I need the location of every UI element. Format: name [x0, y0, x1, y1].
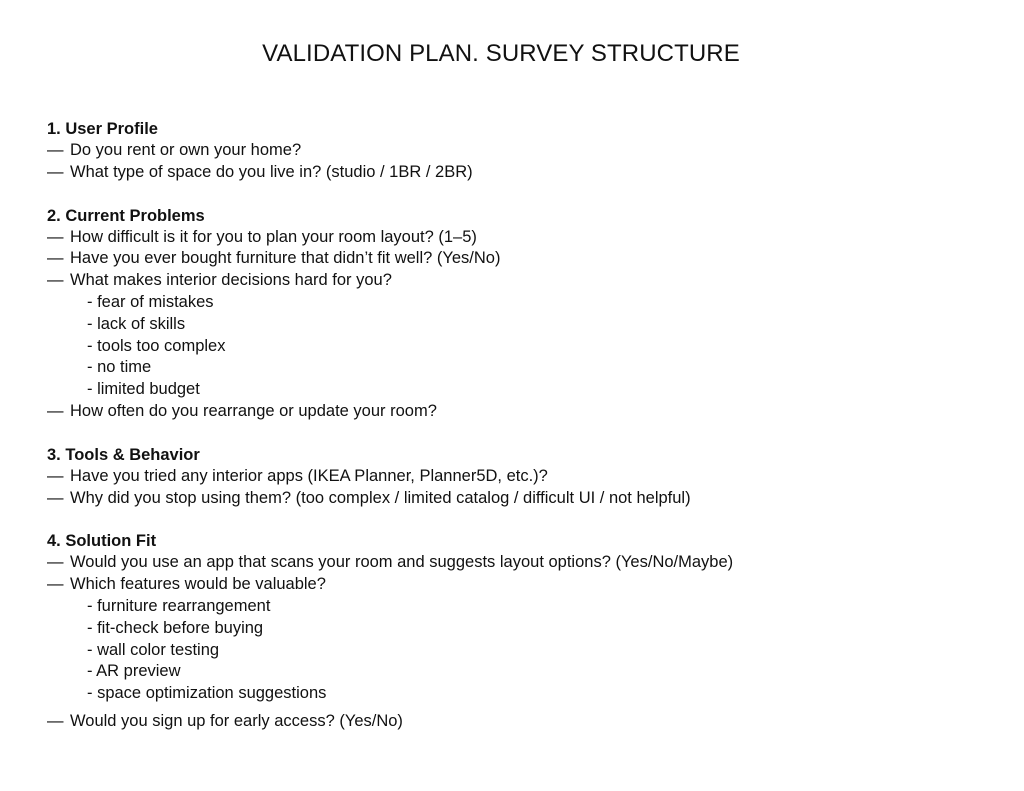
answer-option: - lack of skills: [87, 314, 186, 333]
question-text: What makes interior decisions hard for you?: [70, 271, 392, 290]
question-text: What type of space do you live in? (studio / 1BR / 2BR): [70, 162, 473, 181]
section-tools-behavior: [47, 444, 987, 510]
answer-option: - wall color testing: [87, 640, 220, 659]
question-item: [47, 227, 987, 249]
question-item: [47, 162, 987, 184]
question-item: [47, 488, 987, 510]
answer-option: - furniture rearrangement: [87, 596, 271, 615]
dash-bullet: —: [47, 249, 64, 268]
dash-bullet: —: [47, 488, 64, 507]
question-text: Which features would be valuable?: [70, 575, 326, 594]
dash-bullet: —: [47, 711, 64, 730]
answer-option: - AR preview: [87, 662, 181, 681]
answer-option: - fit-check before buying: [87, 618, 264, 637]
question-item: [47, 248, 987, 270]
question-item: [47, 574, 987, 596]
section-heading: 4. Solution Fit: [47, 532, 157, 551]
answer-option: - space optimization suggestions: [87, 684, 327, 703]
question-text: Have you tried any interior apps (IKEA Planner, Planner5D, etc.)?: [70, 466, 548, 485]
section-heading: 1. User Profile: [47, 120, 158, 138]
question-item: [47, 270, 987, 292]
question-text: Do you rent or own your home?: [70, 141, 302, 159]
question-text: Would you use an app that scans your room and suggests layout options? (Yes/No/Maybe): [70, 553, 734, 572]
section-current-problems: [47, 205, 987, 423]
dash-bullet: —: [47, 575, 64, 594]
survey-structure: [47, 118, 987, 733]
question-text: Would you sign up for early access? (Yes/No): [70, 711, 403, 730]
question-text: Why did you stop using them? (too complex / limited catalog / difficult UI / not helpful): [70, 488, 691, 507]
dash-bullet: —: [47, 466, 64, 485]
dash-bullet: —: [47, 553, 64, 572]
dash-bullet: —: [47, 141, 64, 159]
question-item: [47, 552, 987, 574]
section-heading: 3. Tools & Behavior: [47, 445, 200, 464]
question-item: [47, 140, 987, 162]
question-text: Have you ever bought furniture that didn’t fit well? (Yes/No): [70, 249, 501, 268]
answer-option: - tools too complex: [87, 336, 226, 355]
dash-bullet: —: [47, 227, 64, 246]
dash-bullet: —: [47, 401, 64, 420]
section-user-profile: [47, 118, 987, 184]
section-heading: 2. Current Problems: [47, 206, 205, 225]
question-item: [47, 401, 987, 423]
question-item: [47, 711, 987, 733]
question-text: How difficult is it for you to plan your room layout? (1–5): [70, 227, 477, 246]
section-solution-fit: [47, 530, 987, 732]
question-item: [47, 466, 987, 488]
answer-option: - limited budget: [87, 380, 200, 399]
dash-bullet: —: [47, 271, 64, 290]
document-title: VALIDATION PLAN. SURVEY STRUCTURE: [262, 40, 740, 67]
question-text: How often do you rearrange or update your room?: [70, 401, 437, 420]
answer-option: - no time: [87, 358, 152, 377]
answer-option: - fear of mistakes: [87, 292, 214, 311]
dash-bullet: —: [47, 162, 64, 181]
